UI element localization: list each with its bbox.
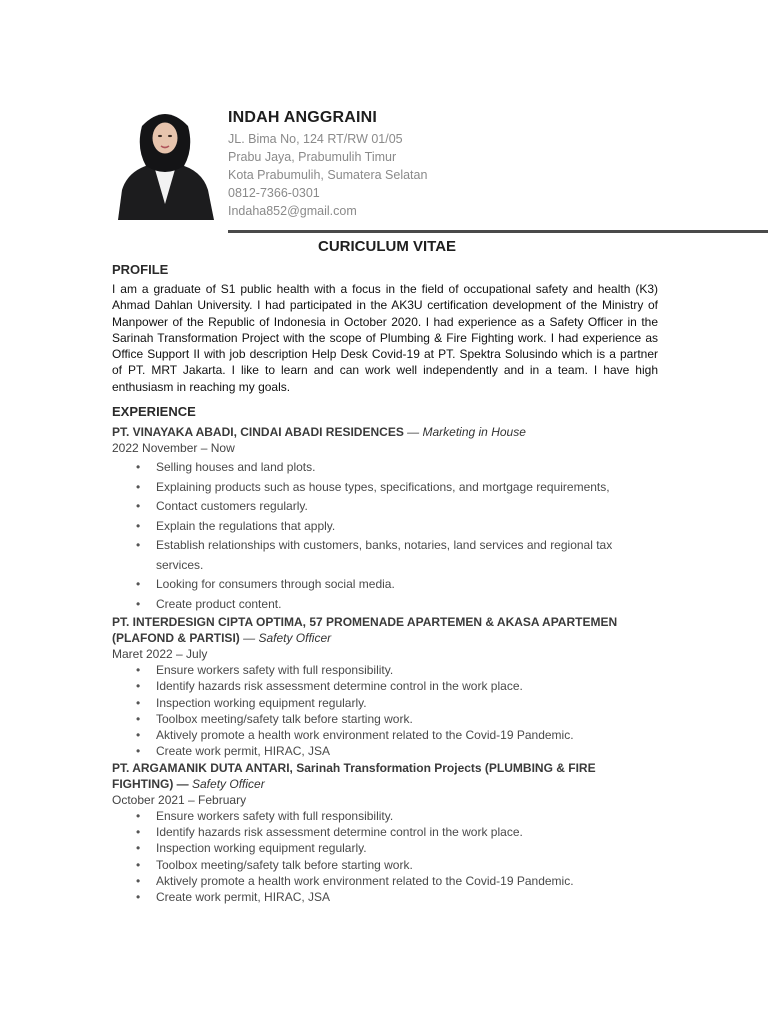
experience-list — [112, 424, 658, 906]
duty-item: • Toolbox meeting/safety talk before starting work. — [156, 857, 658, 873]
duty-item: • Toolbox meeting/safety talk before starting work. — [156, 711, 658, 727]
duty-item: • Explaining products such as house types, specifications, and mortgage requirements, — [156, 478, 658, 498]
duty-list — [112, 458, 658, 614]
duty-item: • Ensure workers safety with full responsibility. — [156, 662, 658, 678]
duty-item: • Ensure workers safety with full responsibility. — [156, 808, 658, 824]
address-line-1: JL. Bima No, 124 RT/RW 01/05 — [228, 132, 403, 146]
job-role: — Marketing in House — [403, 425, 526, 439]
job-company — [112, 424, 658, 440]
duty-item: • Selling houses and land plots. — [156, 458, 658, 478]
profile-text: I am a graduate of S1 public health with a focus in the field of occupational safety and health (K3) Ahmad Dahlan University. I had participated in the AK3U certification development of the Ministry of Manpower of the Republic of Indonesia in October 2020. I had experience as a Safety Officer in the Sarinah Transformation Project with the scope of Plumbing & Fire Fighting work. I had experience as Office Support II with job description Help Desk Covid-19 at PT. Spektra Solusindo which is a partner of PT. MRT Jakarta. I like to learn and can work well independently and in a team. I have high enthusiasm in reaching my goals. — [112, 282, 658, 394]
duty-item: • Aktively promote a health work environment related to the Covid-19 Pandemic. — [156, 727, 658, 743]
job-company — [112, 614, 658, 646]
duty-item: • Create product content. — [156, 595, 658, 615]
job-entry — [112, 760, 658, 906]
duty-item: • Identify hazards risk assessment determine control in the work place. — [156, 678, 658, 694]
phone-number: 0812-7366-0301 — [228, 186, 320, 200]
duty-list — [112, 662, 658, 760]
header-divider — [228, 230, 768, 233]
duty-item: • Create work permit, HIRAC, JSA — [156, 889, 658, 905]
job-entry — [112, 424, 658, 614]
duty-item: • Create work permit, HIRAC, JSA — [156, 743, 658, 759]
profile-photo — [112, 104, 218, 220]
duty-item: • Aktively promote a health work environment related to the Covid-19 Pandemic. — [156, 873, 658, 889]
company-name: PT. ARGAMANIK DUTA ANTARI, Sarinah Transformation Projects (PLUMBING & FIRE FIGHTING) — — [112, 760, 596, 791]
applicant-name: INDAH ANGGRAINI — [228, 109, 378, 126]
job-role: — Safety Officer — [239, 631, 332, 645]
duty-item: • Inspection working equipment regularly. — [156, 695, 658, 711]
company-name: PT. VINAYAKA ABADI, CINDAI ABADI RESIDENCES — [112, 425, 404, 439]
duty-item: • Identify hazards risk assessment determine control in the work place. — [156, 824, 658, 840]
job-period: Maret 2022 – July — [112, 647, 208, 661]
document-title: CURICULUM VITAE — [318, 238, 457, 255]
person-portrait-icon — [112, 104, 218, 220]
duty-list — [112, 808, 658, 906]
duty-item: • Contact customers regularly. — [156, 497, 658, 517]
address-line-2: Prabu Jaya, Prabumulih Timur — [228, 150, 397, 164]
job-entry — [112, 614, 658, 760]
contact-block — [228, 130, 488, 220]
address-line-3: Kota Prabumulih, Sumatera Selatan — [228, 168, 428, 182]
profile-heading: PROFILE — [112, 262, 169, 277]
email-address: Indaha852@gmail.com — [228, 204, 357, 218]
job-company — [112, 760, 658, 792]
duty-item: • Explain the regulations that apply. — [156, 517, 658, 537]
company-name: PT. INTERDESIGN CIPTA OPTIMA, 57 PROMENADE APARTEMEN & AKASA APARTEMEN (PLAFOND & PARTISI) — [112, 615, 618, 645]
duty-item: • Establish relationships with customers, banks, notaries, land services and regional tax services. — [156, 536, 658, 575]
job-role: Safety Officer — [188, 776, 265, 791]
experience-heading: EXPERIENCE — [112, 404, 196, 419]
duty-item: • Looking for consumers through social media. — [156, 575, 658, 595]
duty-item: • Inspection working equipment regularly. — [156, 840, 658, 856]
job-period: October 2021 – February — [112, 792, 247, 807]
job-period: 2022 November – Now — [112, 441, 235, 455]
